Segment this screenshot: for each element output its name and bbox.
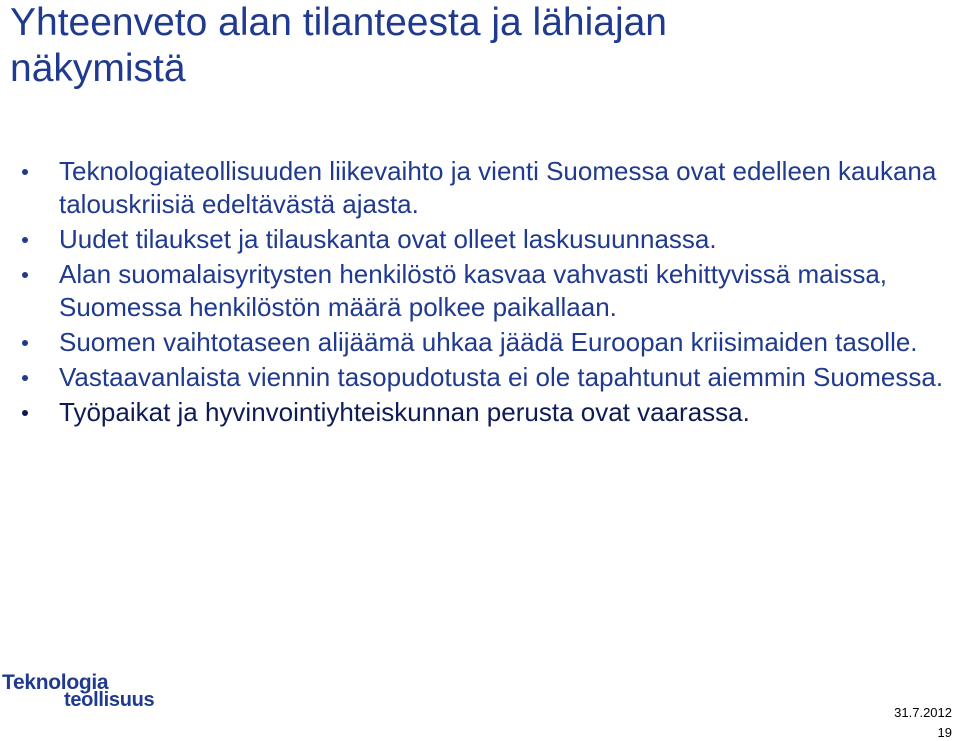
bullet-text: Vastaavanlaista viennin tasopudotusta ei ole tapahtunut aiemmin Suomessa.: [59, 362, 944, 392]
bullet-dot-icon: [22, 340, 28, 346]
bullet-text: Suomen vaihtotaseen alijäämä uhkaa jäädä Euroopan kriisimaiden tasolle.: [59, 327, 918, 357]
bullet-list: [16, 155, 952, 431]
bullet-text: Työpaikat ja hyvinvointiyhteiskunnan perusta ovat vaarassa.: [59, 397, 750, 427]
bullet-dot-icon: [22, 410, 28, 416]
bullet-dot-icon: [22, 375, 28, 381]
teknologiateollisuus-logo: [2, 672, 172, 712]
bullet-dot-icon: [22, 169, 28, 175]
bullet-dot-icon: [22, 237, 28, 243]
bullet-item: [16, 155, 952, 221]
bullet-text: Alan suomalaisyritysten henkilöstö kasvaa vahvasti kehittyvissä maissa, Suomessa henkilöstön määrä polkee paikallaan.: [59, 259, 888, 322]
bullet-dot-icon: [22, 272, 28, 278]
logo-text-line-1: Teknologia: [2, 671, 109, 694]
bullet-item: [16, 326, 952, 359]
page-number: 19: [937, 725, 952, 740]
slide-title-line-2: näkymistä: [10, 47, 186, 90]
footer-date: 31.7.2012: [894, 705, 952, 720]
bullet-text: Uudet tilaukset ja tilauskanta ovat olleet laskusuunnassa.: [59, 224, 717, 254]
bullet-item: [16, 258, 952, 324]
bullet-item: [16, 361, 952, 394]
logo-text-line-2: teollisuus: [64, 689, 155, 711]
bullet-item: [16, 223, 952, 256]
slide-title-line-1: Yhteenveto alan tilanteesta ja lähiajan: [10, 1, 667, 44]
bullet-item: [16, 396, 952, 429]
slide-title: [10, 0, 910, 92]
bullet-text: Teknologiateollisuuden liikevaihto ja vienti Suomessa ovat edelleen kaukana talouskriisiä edeltävästä ajasta.: [59, 156, 937, 219]
